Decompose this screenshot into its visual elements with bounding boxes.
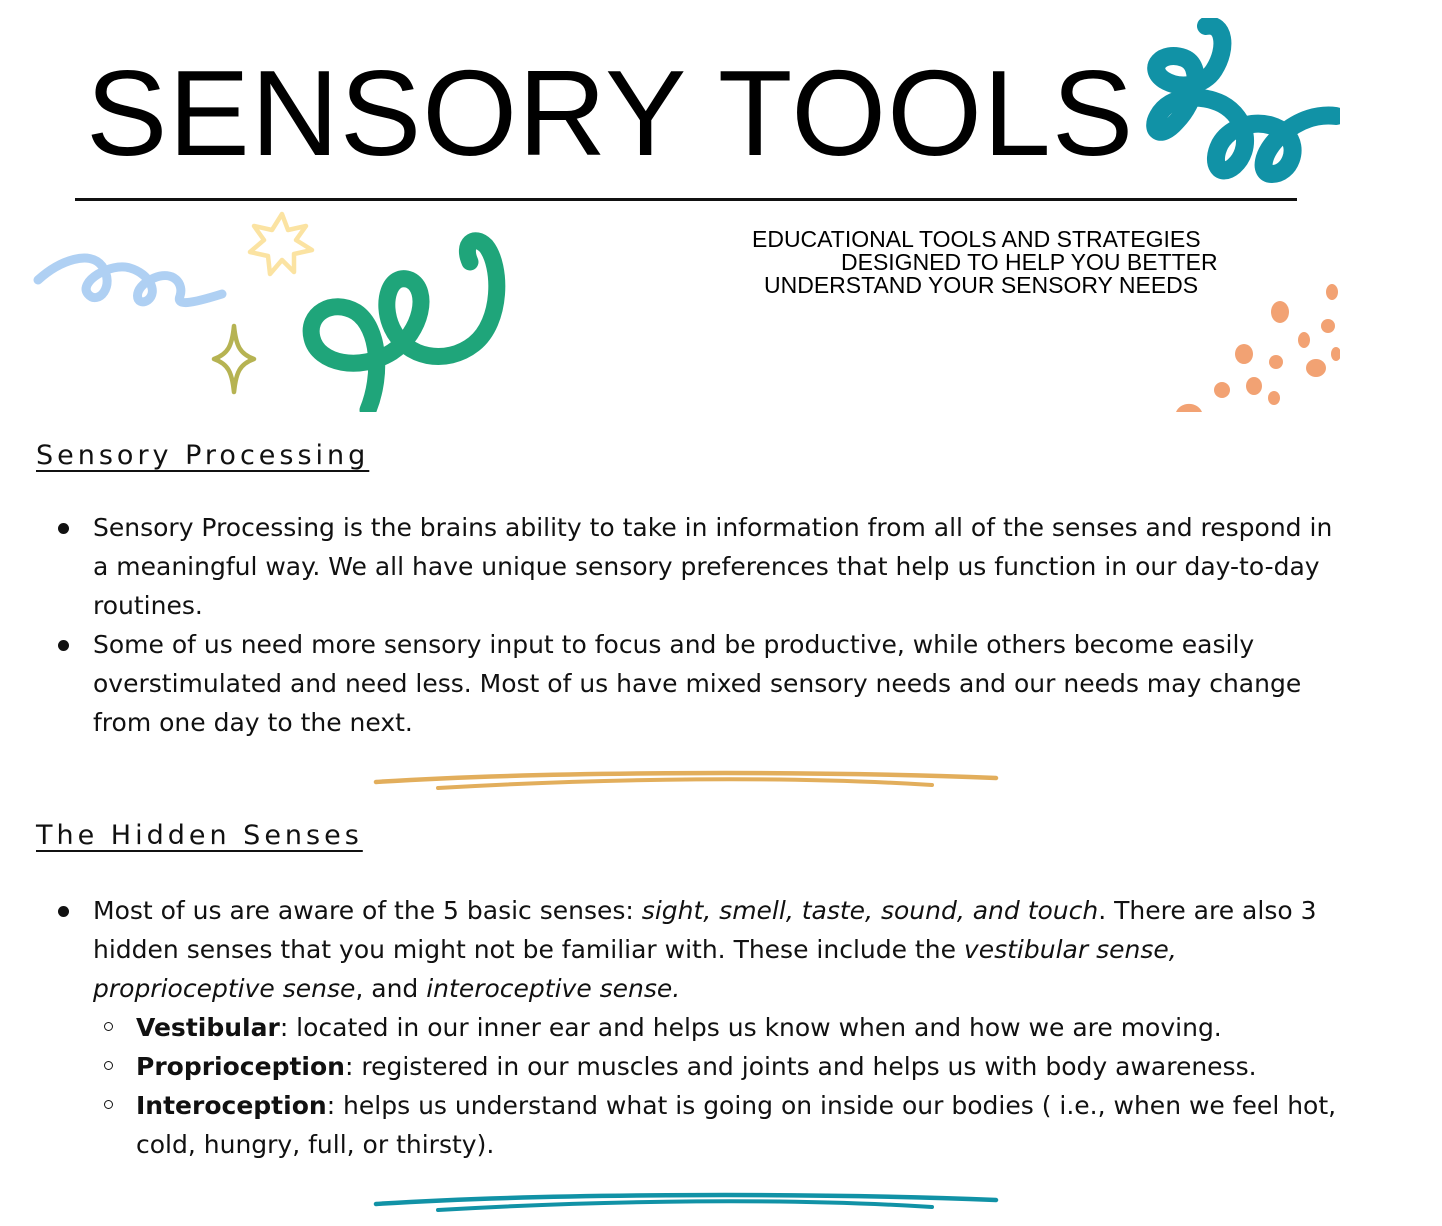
sublist-item	[93, 1086, 1346, 1164]
sublist-item	[93, 1047, 1346, 1086]
subtitle-line-3: UNDERSTAND YOUR SENSORY NEEDS	[764, 272, 1199, 298]
section-heading-sensory-processing: Sensory Processing	[36, 440, 370, 471]
list-item: Sensory Processing is the brains ability to take in information from all of the senses and respond in a meaningful way. We all have unique sensory preferences that help us function in our day-to-day routines.	[56, 508, 1346, 625]
teal-squiggle-icon	[1140, 18, 1340, 188]
sparkle-icon	[210, 322, 258, 396]
interoceptive-emphasis: interoceptive sense.	[426, 974, 681, 1003]
title-divider	[75, 198, 1297, 201]
blue-squiggle-icon	[30, 240, 240, 320]
term-vestibular: Vestibular	[136, 1013, 280, 1042]
subtitle-line-1: EDUCATIONAL TOOLS AND STRATEGIES	[752, 226, 1201, 252]
term-interoception: Interoception	[136, 1091, 327, 1120]
term-proprioception: Proprioception	[136, 1052, 345, 1081]
bullet-text: . There are also 3 hidden senses that you might not be familiar with. These include the	[93, 896, 1317, 964]
list-item	[56, 891, 1346, 1164]
basic-senses-emphasis: sight, smell, taste, sound, and touch	[641, 896, 1099, 925]
hidden-senses-list	[56, 891, 1346, 1164]
orange-brush-divider-icon	[370, 768, 1002, 792]
bullet-text: Most of us are aware of the 5 basic senses:	[93, 896, 642, 925]
subtitle-line-2: DESIGNED TO HELP YOU BETTER	[841, 249, 1218, 275]
hidden-senses-emphasis: vestibular sense, proprioceptive sense	[93, 935, 1177, 1003]
bullet-text: , and	[355, 974, 427, 1003]
definition-text: : located in our inner ear and helps us know when and how we are moving.	[279, 1013, 1222, 1042]
list-item: Some of us need more sensory input to focus and be productive, while others become easily overstimulated and need less. Most of us have mixed sensory needs and our needs may change from one day to the next.	[56, 625, 1346, 742]
section-heading-hidden-senses: The Hidden Senses	[36, 820, 363, 851]
page-title: SENSORY TOOLS	[86, 45, 1135, 181]
sublist-item	[93, 1008, 1346, 1047]
definition-text: : registered in our muscles and joints and helps us with body awareness.	[344, 1052, 1257, 1081]
sensory-processing-list	[56, 508, 1346, 742]
hidden-senses-sublist	[93, 1008, 1346, 1164]
definition-text: : helps us understand what is going on inside our bodies ( i.e., when we feel hot, cold, hungry, full, or thirsty).	[136, 1091, 1337, 1159]
teal-brush-divider-icon	[370, 1190, 1002, 1214]
green-squiggle-icon	[296, 226, 516, 412]
orange-dots-icon	[1170, 278, 1340, 412]
